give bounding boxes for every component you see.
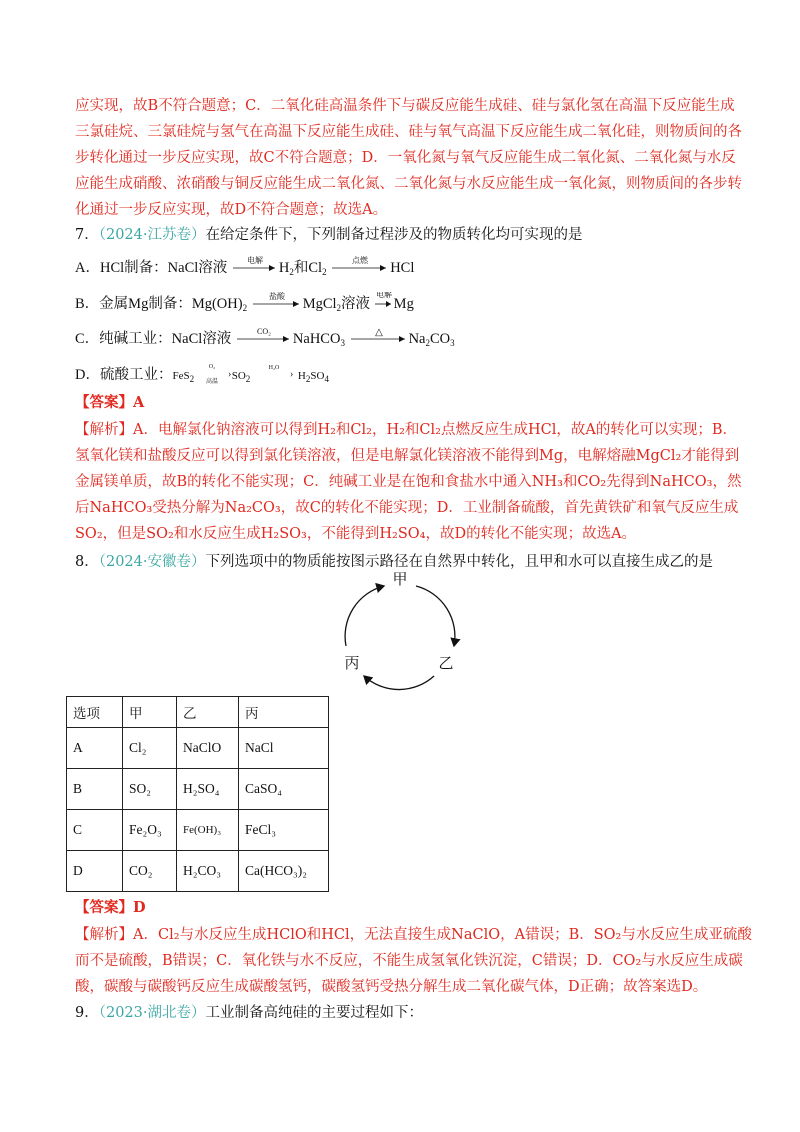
table-row bbox=[67, 728, 329, 769]
analysis-line: 而不是硫酸，B错误；C．氧化铁与水不反应，不能生成氢氧化铁沉淀，C错误；D．CO₂与水反应生成碳 bbox=[75, 953, 743, 969]
question-source: （2024·安徽卷） bbox=[98, 554, 206, 570]
arrow-condition: H₂O bbox=[268, 365, 280, 371]
table-cell: H₂CO₃ bbox=[177, 851, 239, 892]
analysis-line: 氢氧化镁和盐酸反应可以得到氯化镁溶液，但是电解氯化镁溶液不能得到Mg，电解熔融MgCl₂才能得到 bbox=[75, 448, 740, 464]
table-cell: Fe₂O₃ bbox=[123, 810, 177, 851]
option-a: A．HCl制备：NaCl溶液 电解 $H_2$和$Cl_2$ 点燃 HCl bbox=[75, 256, 415, 277]
reaction-arrow bbox=[251, 292, 303, 312]
arrow-condition: O₂ bbox=[208, 364, 215, 370]
question-source: （2024·江苏卷） bbox=[98, 227, 206, 243]
table-header: 丙 bbox=[239, 697, 329, 728]
table-cell: D bbox=[67, 851, 123, 892]
intro-line: 三氯硅烷、三氯硅烷与氢气在高温下反应能生成硅、硅与氧气高温下反应能生成二氧化硅，则物质间的各 bbox=[75, 124, 742, 140]
table-cell: CO₂ bbox=[123, 851, 177, 892]
reaction-arrow bbox=[235, 327, 293, 347]
table-cell: B bbox=[67, 769, 123, 810]
question-source: （2023·湖北卷） bbox=[98, 1005, 206, 1021]
reaction-arrow bbox=[349, 327, 409, 347]
reaction-arrow bbox=[198, 362, 232, 384]
question-7-stem bbox=[75, 225, 583, 245]
answer-7: 【答案】A bbox=[75, 394, 145, 411]
arrow-condition: 高温 bbox=[205, 379, 218, 384]
table-cell: H₂SO₄ bbox=[177, 769, 239, 810]
question-9-stem bbox=[75, 1003, 423, 1023]
table-row bbox=[67, 851, 329, 892]
table-cell: Cl₂ bbox=[123, 728, 177, 769]
option-d: D．硫酸工业：FeS$_2$ O₂ 高温 › $SO_2$ H₂O › $H_2SO_4$ bbox=[75, 364, 329, 384]
analysis-line: 后NaHCO₃受热分解为Na₂CO₃，故C的转化不能实现；D．工业制备硫酸，首先黄铁矿和氧气反应生成 bbox=[75, 500, 739, 516]
table-header: 选项 bbox=[67, 697, 123, 728]
table-cell: SO₂ bbox=[123, 769, 177, 810]
arrow-condition: CO₂ bbox=[256, 327, 271, 336]
question-stem: 在给定条件下，下列制备过程涉及的物质转化均可实现的是 bbox=[205, 227, 583, 243]
table-row bbox=[67, 810, 329, 851]
intro-line: 化通过一步反应实现，故D不符合题意；故选A。 bbox=[75, 202, 388, 218]
analysis-line: 金属镁单质，故B的转化不能实现；C．纯碱工业是在饱和食盐水中通入NH₃和CO₂先得到NaHCO₃，然 bbox=[75, 474, 742, 490]
arrow-condition: 点燃 bbox=[352, 256, 369, 265]
intro-line: 应实现，故B不符合题意；C．二氧化硅高温条件下与碳反应能生成硅、硅与氯化氢在高温下反应能生成 bbox=[75, 98, 735, 114]
table-cell: Ca(HCO₃)₂ bbox=[239, 851, 329, 892]
table-row bbox=[67, 769, 329, 810]
table-cell: Fe(OH)₃ bbox=[177, 810, 239, 851]
arrow-head: › bbox=[227, 369, 232, 380]
table-cell: NaCl bbox=[239, 728, 329, 769]
options-table bbox=[66, 696, 329, 892]
question-stem: 工业制备高纯硅的主要过程如下： bbox=[205, 1005, 423, 1021]
question-number: 8． bbox=[75, 554, 99, 570]
question-number: 9． bbox=[75, 1005, 99, 1021]
table-header: 乙 bbox=[177, 697, 239, 728]
node-bing: 丙 bbox=[344, 654, 360, 672]
reaction-arrow bbox=[231, 256, 279, 276]
reaction-arrow bbox=[254, 362, 298, 384]
analysis-line: SO₂，但是SO₂和水反应生成H₂SO₃，不能得到H₂SO₄，故D的转化不能实现；故选A。 bbox=[75, 526, 637, 542]
table-cell: FeCl₃ bbox=[239, 810, 329, 851]
table-header-row bbox=[67, 697, 329, 728]
question-stem: 下列选项中的物质能按图示路径在自然界中转化，且甲和水可以直接生成乙的是 bbox=[205, 554, 713, 570]
arrow-head: › bbox=[289, 369, 294, 380]
cycle-diagram bbox=[330, 568, 470, 692]
option-b: B．金属Mg制备：$Mg(OH)_2$ 盐酸 MgCl$_2$溶液 电解 Mg bbox=[75, 292, 414, 318]
arrow-yi-to-bing bbox=[364, 676, 434, 690]
node-yi: 乙 bbox=[438, 654, 454, 672]
intro-line: 应能生成硝酸、浓硝酸与铜反应能生成二氧化氮、二氧化氮与水反应能生成一氧化氮，则物质间的各步转 bbox=[75, 176, 742, 192]
table-header: 甲 bbox=[123, 697, 177, 728]
question-number: 7． bbox=[75, 227, 99, 243]
reaction-arrow bbox=[374, 292, 394, 312]
analysis-line: 【解析】A．电解氯化钠溶液可以得到H₂和Cl₂，H₂和Cl₂点燃反应生成HCl，故A的转化可以实现；B． bbox=[75, 422, 737, 438]
node-jia: 甲 bbox=[392, 570, 408, 588]
arrow-condition: 盐酸 bbox=[268, 292, 285, 301]
arrow-condition: 电解 bbox=[375, 292, 392, 299]
analysis-line: 酸，碳酸与碳酸钙反应生成碳酸氢钙，碳酸氢钙受热分解生成二氧化碳气体，D正确；故答案选D。 bbox=[75, 979, 708, 995]
intro-line: 步转化通过一步反应实现，故C不符合题意；D．一氧化氮与氧气反应能生成二氧化氮、二氧化氮与水反 bbox=[75, 150, 736, 166]
arrow-bing-to-jia bbox=[345, 586, 384, 646]
table-cell: C bbox=[67, 810, 123, 851]
table-cell: CaSO₄ bbox=[239, 769, 329, 810]
arrow-condition: △ bbox=[374, 327, 383, 338]
option-c: C．纯碱工业：NaCl溶液 CO₂ NaHCO$_3$ △ $Na_2CO_3$ bbox=[75, 327, 455, 348]
answer-8: 【答案】D bbox=[75, 899, 146, 916]
table-cell: A bbox=[67, 728, 123, 769]
table-cell: NaClO bbox=[177, 728, 239, 769]
arrow-jia-to-yi bbox=[416, 586, 455, 646]
reaction-arrow bbox=[330, 256, 390, 276]
analysis-line: 【解析】A．Cl₂与水反应生成HClO和HCl，无法直接生成NaClO，A错误；B．SO₂与水反应生成亚硫酸 bbox=[75, 927, 752, 943]
arrow-condition: 电解 bbox=[246, 256, 263, 265]
